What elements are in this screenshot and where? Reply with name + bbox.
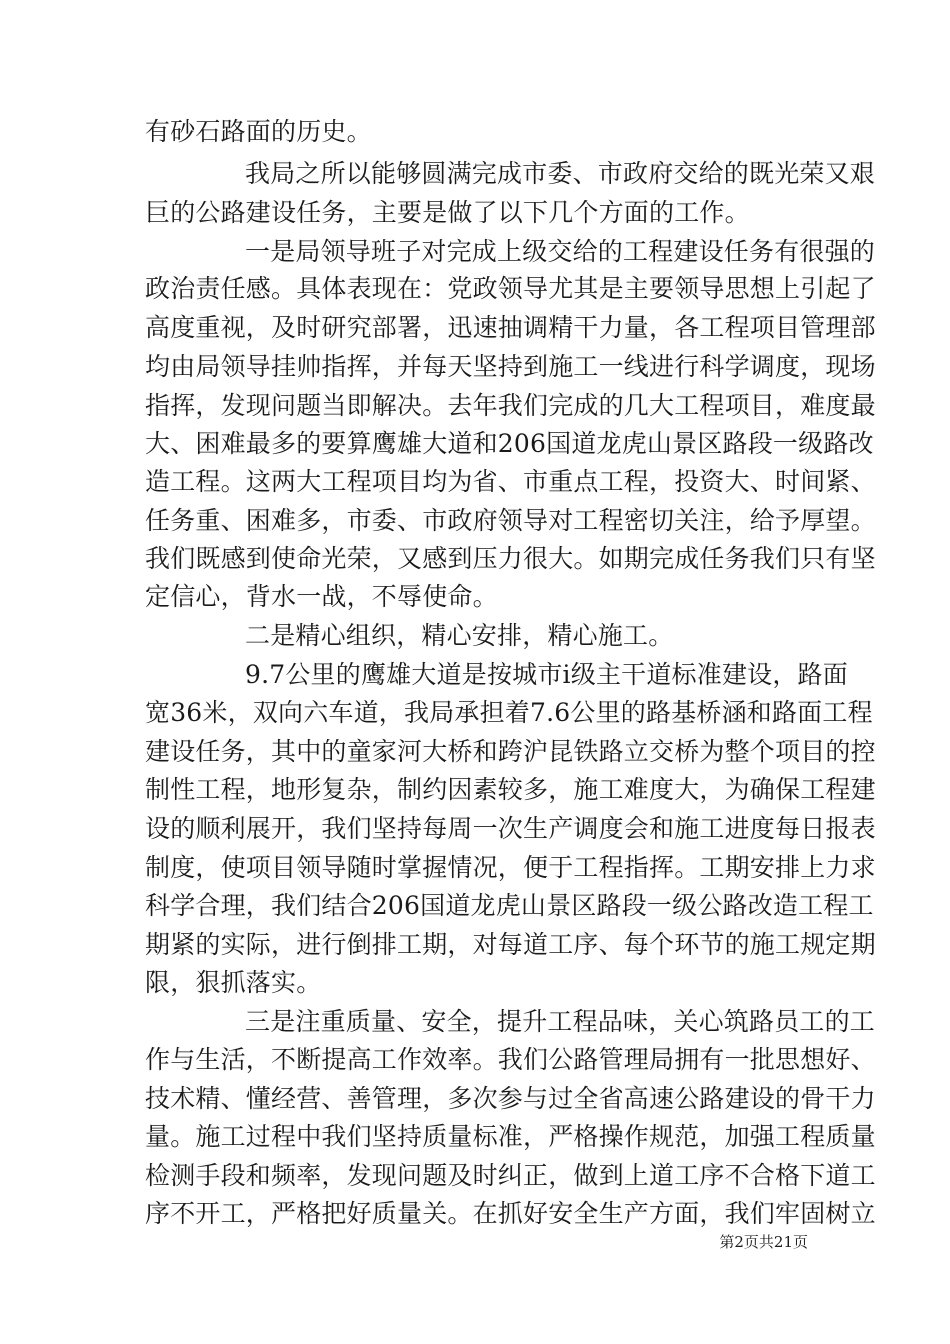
text-line: 限，狠抓落实。 [145,968,322,997]
text-line: 任务重、困难多，市委、市政府领导对工程密切关注，给予厚望。 [145,506,876,535]
text-line: 大、困难最多的要算鹰雄大道和206国道龙虎山景区路段一级路改 [145,429,874,458]
text-line: 高度重视，及时研究部署，迅速抽调精干力量，各工程项目管理部 [145,313,876,342]
text-line: 指挥，发现问题当即解决。去年我们完成的几大工程项目，难度最 [145,391,876,420]
text-line: 制度，使项目领导随时掌握情况，便于工程指挥。工期安排上力求 [145,853,876,882]
text-line: 制性工程，地形复杂，制约因素较多，施工难度大，为确保工程建 [145,775,876,804]
text-line: 有砂石路面的历史。 [145,117,372,146]
text-line: 设的顺利展开，我们坚持每周一次生产调度会和施工进度每日报表 [145,814,876,843]
text-line: 量。施工过程中我们坚持质量标准，严格操作规范，加强工程质量 [145,1122,876,1151]
text-line: 检测手段和频率，发现问题及时纠正，做到上道工序不合格下道工 [145,1161,876,1190]
text-line: 作与生活，不断提高工作效率。我们公路管理局拥有一批思想好、 [145,1045,876,1074]
text-line: 一是局领导班子对完成上级交给的工程建设任务有很强的 [245,237,876,266]
text-line: 我局之所以能够圆满完成市委、市政府交给的既光荣又艰 [245,159,876,188]
text-line: 均由局领导挂帅指挥，并每天坚持到施工一线进行科学调度，现场 [145,352,876,381]
page-number: 第2页共21页 [719,1233,808,1251]
text-line: 宽36米，双向六车道，我局承担着7.6公里的路基桥涵和路面工程 [145,698,873,727]
text-line: 期紧的实际，进行倒排工期，对每道工序、每个环节的施工规定期 [145,930,876,959]
text-line: 科学合理，我们结合206国道龙虎山景区路段一级公路改造工程工 [145,891,874,920]
text-line: 政治责任感。具体表现在：党政领导尤其是主要领导思想上引起了 [145,274,876,303]
text-line: 技术精、懂经营、善管理，多次参与过全省高速公路建设的骨干力 [145,1084,876,1113]
text-line: 序不开工，严格把好质量关。在抓好安全生产方面，我们牢固树立 [145,1199,876,1228]
text-line: 我们既感到使命光荣，又感到压力很大。如期完成任务我们只有坚 [145,544,876,573]
text-line: 9.7公里的鹰雄大道是按城市ⅰ级主干道标准建设，路面 [245,660,848,689]
text-line: 造工程。这两大工程项目均为省、市重点工程，投资大、时间紧、 [145,467,876,496]
text-line: 二是精心组织，精心安排，精心施工。 [245,621,674,650]
text-line: 建设任务，其中的童家河大桥和跨沪昆铁路立交桥为整个项目的控 [145,737,876,766]
text-line: 巨的公路建设任务，主要是做了以下几个方面的工作。 [145,198,750,227]
text-line: 定信心，背水一战，不辱使命。 [145,582,498,611]
text-line: 三是注重质量、安全，提升工程品味，关心筑路员工的工 [245,1007,876,1036]
